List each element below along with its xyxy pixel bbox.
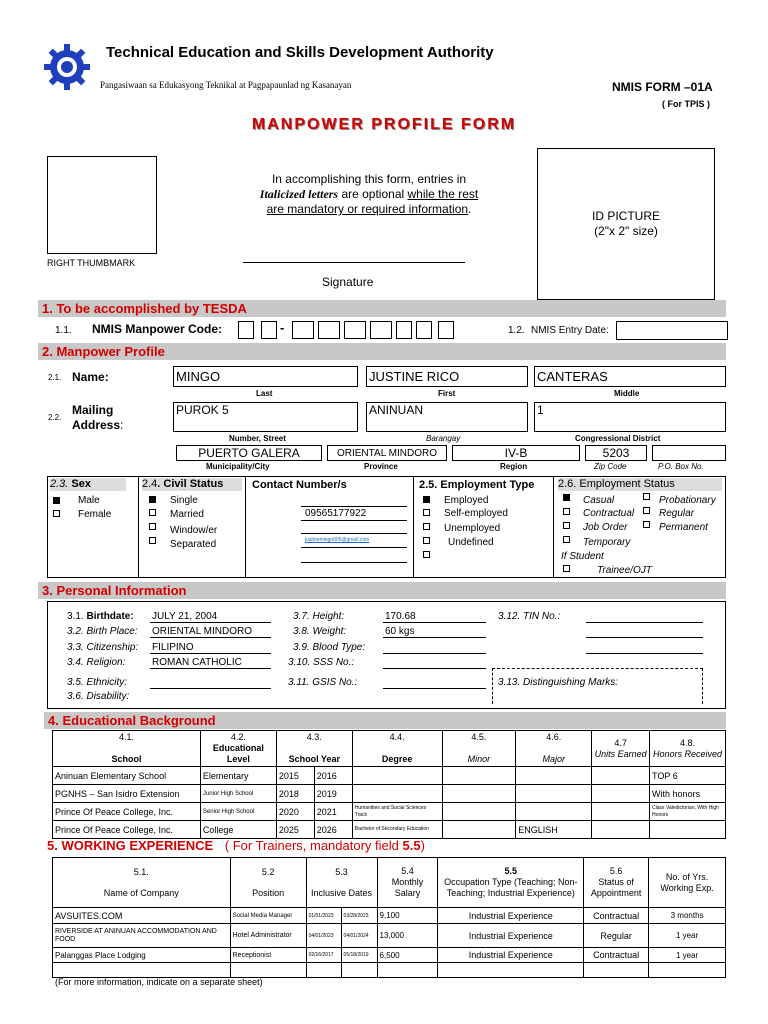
work-col-status: 5.6 Status of Appointment <box>584 858 649 908</box>
edu-col-minor: 4.5. Minor <box>442 731 516 767</box>
footnote: (For more information, indicate on a separate sheet) <box>55 977 263 987</box>
province-field[interactable]: ORIENTAL MINDORO <box>327 445 447 461</box>
civil-widower-label: Window/er <box>170 525 218 536</box>
code-box[interactable] <box>238 321 254 339</box>
emp-other-checkbox[interactable] <box>423 551 430 558</box>
ethnicity-field[interactable] <box>150 688 271 689</box>
section-3-header: 3. Personal Information <box>38 582 726 599</box>
if-student-label: If Student <box>561 551 604 562</box>
edu-col-major: 4.6. Major <box>516 731 592 767</box>
contact-phone[interactable]: 09565177922 <box>305 508 367 519</box>
code-box[interactable] <box>292 321 314 339</box>
sex-male-checkbox[interactable] <box>53 497 60 504</box>
civil-married-checkbox[interactable] <box>149 509 156 516</box>
work-col-dates: 5.3 Inclusive Dates <box>306 858 377 908</box>
middle-caption: Middle <box>614 389 640 398</box>
thumbmark-box[interactable] <box>47 156 157 254</box>
middle-name-field[interactable]: CANTERAS <box>534 366 726 387</box>
emp-self-label: Self-employed <box>444 508 508 519</box>
status-probationary-checkbox[interactable] <box>643 493 650 500</box>
contact-line[interactable] <box>301 506 407 507</box>
contact-email[interactable]: justinemingo005@gmail.com <box>305 537 370 543</box>
edu-col-units: 4.7 Units Earned <box>592 731 650 767</box>
agency-tagalog: Pangasiwaan sa Edukasyong Teknikal at Pagpapaunlad ng Kasanayan <box>100 80 352 90</box>
name-label: Name: <box>72 370 109 384</box>
disability-label: 3.6. Disability: <box>67 691 130 702</box>
edu-col-honors: 4.8. Honors Received <box>650 731 726 767</box>
status-joborder-label: Job Order <box>583 522 628 533</box>
contact-title: Contact Number/s <box>252 479 347 491</box>
intro-text: In accomplishing this form, entries in Italicized letters are optional while the rest are mandatory or required information. <box>259 172 479 216</box>
last-caption: Last <box>256 389 273 398</box>
gsis-label: 3.11. GSIS No.: <box>288 677 358 688</box>
edu-col-level: 4.2. Educational Level <box>200 731 276 767</box>
emp-unemployed-label: Unemployed <box>444 523 501 534</box>
edu-col-degree: 4.4. Degree <box>352 731 442 767</box>
table-row: RIVERSIDE AT ANINUAN ACCOMMODATION AND FOOD Hotel Administrator 04/01/2023 04/01/2024 13,000 Industrial Experience Regular 1 year <box>53 924 726 948</box>
table-row: Prince Of Peace College, Inc. College 2025 2026 Bachelor of Secondary Education ENGLISH <box>53 821 726 839</box>
status-temporary-checkbox[interactable] <box>563 536 570 543</box>
status-permanent-checkbox[interactable] <box>643 521 650 528</box>
employment-status-title: 2.6. Employment Status <box>558 478 722 491</box>
section-5-header: 5. WORKING EXPERIENCE ( For Trainers, mandatory field 5.5) <box>47 838 425 853</box>
first-caption: First <box>438 389 456 398</box>
sex-title: 2.3. Sex <box>50 478 126 491</box>
work-col-occupation: 5.5 Occupation Type (Teaching; Non-Teaching; Industrial Experience) <box>438 858 584 908</box>
manpower-code-label: NMIS Manpower Code: <box>92 322 223 336</box>
status-regular-checkbox[interactable] <box>643 507 650 514</box>
signature-line[interactable] <box>243 262 465 263</box>
status-contractual-label: Contractual <box>583 508 635 519</box>
table-row: Palanggas Place Lodging Receptionist 02/16/2017 05/18/2019 6,500 Industrial Experience Contractual 1 year <box>53 948 726 963</box>
entry-date-label: NMIS Entry Date: <box>531 325 609 336</box>
field-number: 1.2. <box>508 325 525 336</box>
civil-status-title: 2.4. Civil Status <box>142 478 242 491</box>
status-trainee-label: Trainee/OJT <box>597 565 652 576</box>
blood-type-field[interactable] <box>383 653 486 654</box>
civil-widower-checkbox[interactable] <box>149 523 156 530</box>
district-field[interactable]: 1 <box>534 402 726 432</box>
emp-employed-checkbox[interactable] <box>423 496 430 503</box>
region-field[interactable]: IV-B <box>452 445 580 461</box>
field-number: 1.1. <box>55 325 72 336</box>
religion-label: 3.4. Religion: <box>67 657 126 668</box>
sex-female-label: Female <box>78 509 112 520</box>
form-title: MANPOWER PROFILE FORM <box>251 116 517 133</box>
code-box[interactable] <box>396 321 412 339</box>
tin-label: 3.12. TIN No.: <box>498 611 561 622</box>
signature-label: Signature <box>322 275 374 289</box>
pobox-caption: P.O. Box No. <box>658 462 704 471</box>
status-permanent-label: Permanent <box>659 522 708 533</box>
work-experience-table <box>52 857 726 978</box>
civil-single-label: Single <box>170 495 198 506</box>
form-number: NMIS FORM –01A <box>612 80 713 94</box>
status-joborder-checkbox[interactable] <box>563 522 570 529</box>
sss-label: 3.10. SSS No.: <box>288 657 355 668</box>
last-name-field[interactable]: MINGO <box>173 366 358 387</box>
edu-col-year: 4.3. School Year <box>276 731 352 767</box>
employment-type-title: 2.5. Employment Type <box>419 479 535 491</box>
table-row: Prince Of Peace College, Inc. Senior High School 2020 2021 Humanities and Social Sciences Track Class Valedictorian, With High Honors <box>53 803 726 821</box>
work-col-position: 5.2 Position <box>230 858 306 908</box>
religion-value[interactable]: ROMAN CATHOLIC <box>152 657 242 668</box>
form-for: ( For TPIS ) <box>662 99 710 109</box>
emp-undefined-label: Undefined <box>448 537 494 548</box>
field-number: 2.2. <box>48 413 62 422</box>
birthplace-value[interactable]: ORIENTAL MINDORO <box>152 626 253 637</box>
table-row: AVSUITES.COM Social Media Manager 01/01/2023 03/28/2023 9,100 Industrial Experience Contractual 3 months <box>53 908 726 924</box>
agency-name: Technical Education and Skills Development Authority <box>106 44 494 61</box>
region-caption: Region <box>500 462 528 471</box>
sex-male-label: Male <box>78 495 100 506</box>
code-box[interactable] <box>344 321 366 339</box>
city-caption: Municipality/City <box>206 462 270 471</box>
district-caption: Congressional District <box>575 434 661 443</box>
work-col-years: No. of Yrs. Working Exp. <box>649 858 726 908</box>
birthplace-label: 3.2. Birth Place: <box>67 626 138 637</box>
emp-employed-label: Employed <box>444 495 489 506</box>
height-value[interactable]: 170.68 <box>385 611 416 622</box>
work-col-salary: 5.4 Monthly Salary <box>377 858 438 908</box>
sex-female-checkbox[interactable] <box>53 510 60 517</box>
code-box[interactable] <box>438 321 454 339</box>
sss-field[interactable] <box>383 668 486 669</box>
city-field[interactable]: PUERTO GALERA <box>176 445 322 461</box>
citizenship-value[interactable]: FILIPINO <box>152 642 194 653</box>
street-caption: Number, Street <box>229 434 286 443</box>
birthdate-label: 3.1. Birthdate: <box>67 611 134 622</box>
ethnicity-label: 3.5. Ethnicity: <box>67 677 128 688</box>
edu-col-school: 4.1. School <box>53 731 201 767</box>
work-col-company: 5.1. Name of Company <box>53 858 231 908</box>
status-regular-label: Regular <box>659 508 695 519</box>
blood-type-label: 3.9. Blood Type: <box>293 642 366 653</box>
status-temporary-label: Temporary <box>583 537 631 548</box>
tin-field[interactable] <box>586 622 703 623</box>
barangay-field[interactable]: ANINUAN <box>366 402 528 432</box>
code-box[interactable] <box>318 321 340 339</box>
weight-label: 3.8. Weight: <box>293 626 347 637</box>
section-4-header: 4. Educational Background <box>44 712 726 729</box>
table-row: Aninuan Elementary School Elementary 2015 2016 TOP 6 <box>53 767 726 785</box>
province-caption: Province <box>364 462 398 471</box>
marks-label: 3.13. Distinguishing Marks: <box>498 677 619 688</box>
birthdate-value[interactable]: JULY 21, 2004 <box>152 611 218 622</box>
section-2-header: 2. Manpower Profile <box>38 343 726 360</box>
code-box[interactable] <box>370 321 392 339</box>
status-probationary-label: Probationary <box>659 495 716 506</box>
table-row: PGNHS – San Isidro Extension Junior High School 2018 2019 With honors <box>53 785 726 803</box>
status-casual-label: Casual <box>583 495 615 506</box>
thumbmark-label: RIGHT THUMBMARK <box>47 258 136 268</box>
street-field[interactable]: PUROK 5 <box>173 402 358 432</box>
tesda-logo <box>42 42 92 92</box>
emp-unemployed-checkbox[interactable] <box>423 523 430 530</box>
civil-single-checkbox[interactable] <box>149 496 156 503</box>
contact-line[interactable] <box>301 562 407 563</box>
code-dash: - <box>280 320 285 335</box>
section-1-header: 1. To be accomplished by TESDA <box>38 300 726 317</box>
pobox-field[interactable] <box>652 445 726 461</box>
entry-date-field[interactable] <box>616 321 728 340</box>
first-name-field[interactable]: JUSTINE RICO <box>366 366 528 387</box>
id-picture-label: ID PICTURE (2"x 2" size) <box>591 209 660 238</box>
citizenship-label: 3.3. Citizenship: <box>67 642 139 653</box>
table-row <box>53 963 726 978</box>
gsis-field[interactable] <box>383 688 486 689</box>
mailing-address-label: Mailing Address: <box>72 403 124 432</box>
code-box[interactable] <box>261 321 277 339</box>
code-box[interactable] <box>416 321 432 339</box>
status-contractual-checkbox[interactable] <box>563 508 570 515</box>
contact-line[interactable] <box>301 547 407 548</box>
contact-line[interactable] <box>301 520 407 521</box>
contact-line[interactable] <box>301 533 407 534</box>
civil-separated-checkbox[interactable] <box>149 537 156 544</box>
field-number: 2.1. <box>48 373 62 382</box>
emp-undefined-checkbox[interactable] <box>423 537 430 544</box>
civil-married-label: Married <box>170 509 204 520</box>
status-casual-checkbox[interactable] <box>563 494 570 501</box>
weight-value[interactable]: 60 kgs <box>385 626 415 637</box>
zip-field[interactable]: 5203 <box>585 445 647 461</box>
height-label: 3.7. Height: <box>293 611 345 622</box>
barangay-caption: Barangay <box>426 434 461 443</box>
status-trainee-checkbox[interactable] <box>563 565 570 572</box>
emp-self-checkbox[interactable] <box>423 509 430 516</box>
education-table <box>52 730 726 839</box>
zip-caption: Zip Code <box>594 462 627 471</box>
civil-separated-label: Separated <box>170 539 217 550</box>
